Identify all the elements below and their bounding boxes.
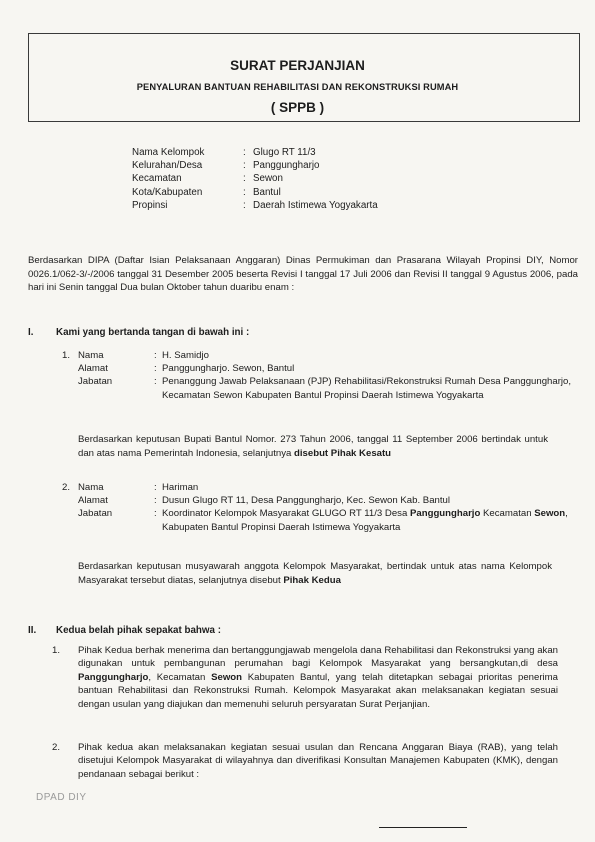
info-value: Panggungharjo — [253, 160, 320, 172]
signature-line — [379, 827, 467, 828]
info-label: Kecamatan — [132, 173, 182, 185]
item-bold: Sewon — [211, 671, 243, 683]
field-value: H. Samidjo — [162, 350, 209, 361]
field-value: Dusun Glugo RT 11, Desa Panggungharjo, Kec. Sewon Kab. Bantul — [162, 495, 450, 507]
document-title: SURAT PERJANJIAN — [230, 58, 365, 73]
info-label: Nama Kelompok — [132, 147, 205, 158]
basis-bold: disebut Pihak Kesatu — [294, 447, 392, 459]
party-2: 2. Nama : Hariman Alamat : Dusun Glugo RT 11, Desa Panggungharjo, Kec. Sewon Kab. Bantul Jabatan : Koordinator Kelompok Masyarakat GLUGO RT 11/3 Desa Panggungharjo Kecamatan Sewon, Kabupaten Bantul Propinsi Daerah Istimewa Yogyakarta — [78, 481, 558, 547]
field-value — [162, 507, 574, 533]
document-code: ( SPPB ) — [270, 100, 325, 115]
basis-text: Berdasarkan keputusan Bupati Bantul Nomor. 273 Tahun 2006, tanggal 11 September 2006 bertindak untuk dan atas nama Pemerintah Indonesia, selanjutnya — [78, 434, 548, 459]
field-label: Nama — [78, 482, 104, 493]
field-value: Panggungharjo. Sewon, Bantul — [162, 363, 295, 375]
jabatan-bold: Panggungharjo — [409, 508, 481, 520]
group-info — [132, 146, 378, 212]
section-title: Kami yang bertanda tangan di bawah ini : — [56, 327, 250, 338]
agreement-item-2 — [52, 741, 558, 781]
field-label: Alamat — [78, 495, 108, 507]
party-number: 2. — [62, 482, 71, 493]
info-label: Propinsi — [132, 199, 168, 211]
field-value: Penanggung Jawab Pelaksanaan (PJP) Rehabilitasi/Rekonstruksi Rumah Desa Panggungharjo, Kecamatan Sewon Kabupaten Bantul Propinsi Daerah Istimewa Yogyakarta — [162, 376, 572, 401]
info-label: Kelurahan/Desa — [132, 160, 203, 172]
section-number: I. — [28, 327, 34, 338]
item-text: , Kecamatan — [148, 671, 206, 683]
item-text: Pihak Kedua berhak menerima dan bertanggungjawab mengelola dana Rehabilitasi dan Rekonstruksi yang akan digunakan untuk pembangunan perumahan bagi Kelompok Masyarakat yang bersangkutan,di desa — [78, 645, 558, 670]
document-subtitle: PENYALURAN BANTUAN REHABILITASI DAN REKONSTRUKSI RUMAH — [136, 82, 459, 92]
item-number: 1. — [52, 645, 61, 656]
party-1: 1. Nama : H. Samidjo Alamat : Panggungharjo. Sewon, Bantul Jabatan : Penanggung Jawab Pelaksanaan (PJP) Rehabilitasi/Rekonstruksi Rumah Desa Panggungharjo, Kecamatan Sewon Kabupaten Bantul Propinsi Daerah Istimewa Yogyakarta — [78, 349, 558, 415]
basis-text: Berdasarkan keputusan musyawarah anggota Kelompok Masyarakat, bertindak untuk atas nama Kelompok Masyarakat tersebut diatas, selanjutnya disebut — [78, 561, 552, 586]
item-text: Pihak kedua akan melaksanakan kegiatan sesuai usulan dan Rencana Anggaran Biaya (RAB), yang telah disetujui Kelompok Masyarakat di wilayahnya dan diverifikasi Konsultan Manajemen Kabupaten (KMK), dengan pendanaan sebagai berikut : — [78, 742, 558, 780]
info-value: Glugo RT 11/3 — [253, 147, 316, 158]
info-row: Kota/Kabupaten : Bantul — [132, 186, 281, 198]
party-2-basis — [78, 560, 552, 587]
section-number: II. — [28, 625, 37, 636]
item-text: Kabupaten Bantul, yang telah ditetapkan sebagai prioritas penerima bantuan Rehabilitasi dan Rekonstruksi Rumah. Kelompok Masyarakat akan melaksanakan kegiatan sesuai dengan usulan yang diajukan dan memenuhi seluruh persyaratan Surat Perjanjian. — [78, 671, 558, 710]
intro-paragraph: Berdasarkan DIPA (Daftar Isian Pelaksanaan Anggaran) Dinas Permukiman dan Prasarana Wilayah Propinsi DIY, Nomor 0026.1/062-3/-/2006 tanggal 31 Desember 2005 beserta Revisi I tanggal 17 Juli 2006 dan Revisi II tanggal 9 Agustus 2006, pada hari ini Senin tanggal Dua bulan Oktober tahun duaribu enam : — [28, 255, 578, 293]
jabatan-bold: Sewon — [534, 508, 566, 520]
party-1-basis — [78, 433, 548, 460]
jabatan-text: Kecamatan — [483, 508, 532, 520]
item-bold: Panggungharjo — [78, 671, 149, 683]
jabatan-text: , Kabupaten Bantul Propinsi Daerah Istimewa Yogyakarta — [162, 508, 568, 533]
party-number: 1. — [62, 350, 71, 361]
info-row: Kelurahan/Desa : Panggungharjo — [132, 160, 320, 172]
jabatan-text: Desa — [384, 508, 408, 520]
info-value: Sewon — [253, 173, 283, 185]
field-label: Jabatan — [78, 508, 113, 520]
agreement-item-1 — [52, 644, 558, 711]
field-label: Jabatan — [78, 376, 113, 388]
field-value: Hariman — [162, 482, 199, 493]
info-value: Daerah Istimewa Yogyakarta — [253, 199, 378, 211]
info-row: Nama Kelompok : Glugo RT 11/3 — [132, 147, 316, 158]
field-label: Nama — [78, 350, 104, 361]
info-value: Bantul — [253, 186, 281, 198]
section-title: Kedua belah pihak sepakat bahwa : — [56, 625, 221, 636]
field-label: Alamat — [78, 363, 108, 375]
info-row: Propinsi : Daerah Istimewa Yogyakarta — [132, 199, 378, 211]
item-number: 2. — [52, 742, 61, 753]
jabatan-line: Koordinator Kelompok Masyarakat GLUGO RT 11/3 — [162, 508, 383, 520]
info-label: Kota/Kabupaten — [132, 186, 203, 198]
watermark: DPAD DIY — [36, 792, 87, 803]
basis-bold: Pihak Kedua — [283, 574, 341, 586]
info-row: Kecamatan : Sewon — [132, 173, 283, 185]
